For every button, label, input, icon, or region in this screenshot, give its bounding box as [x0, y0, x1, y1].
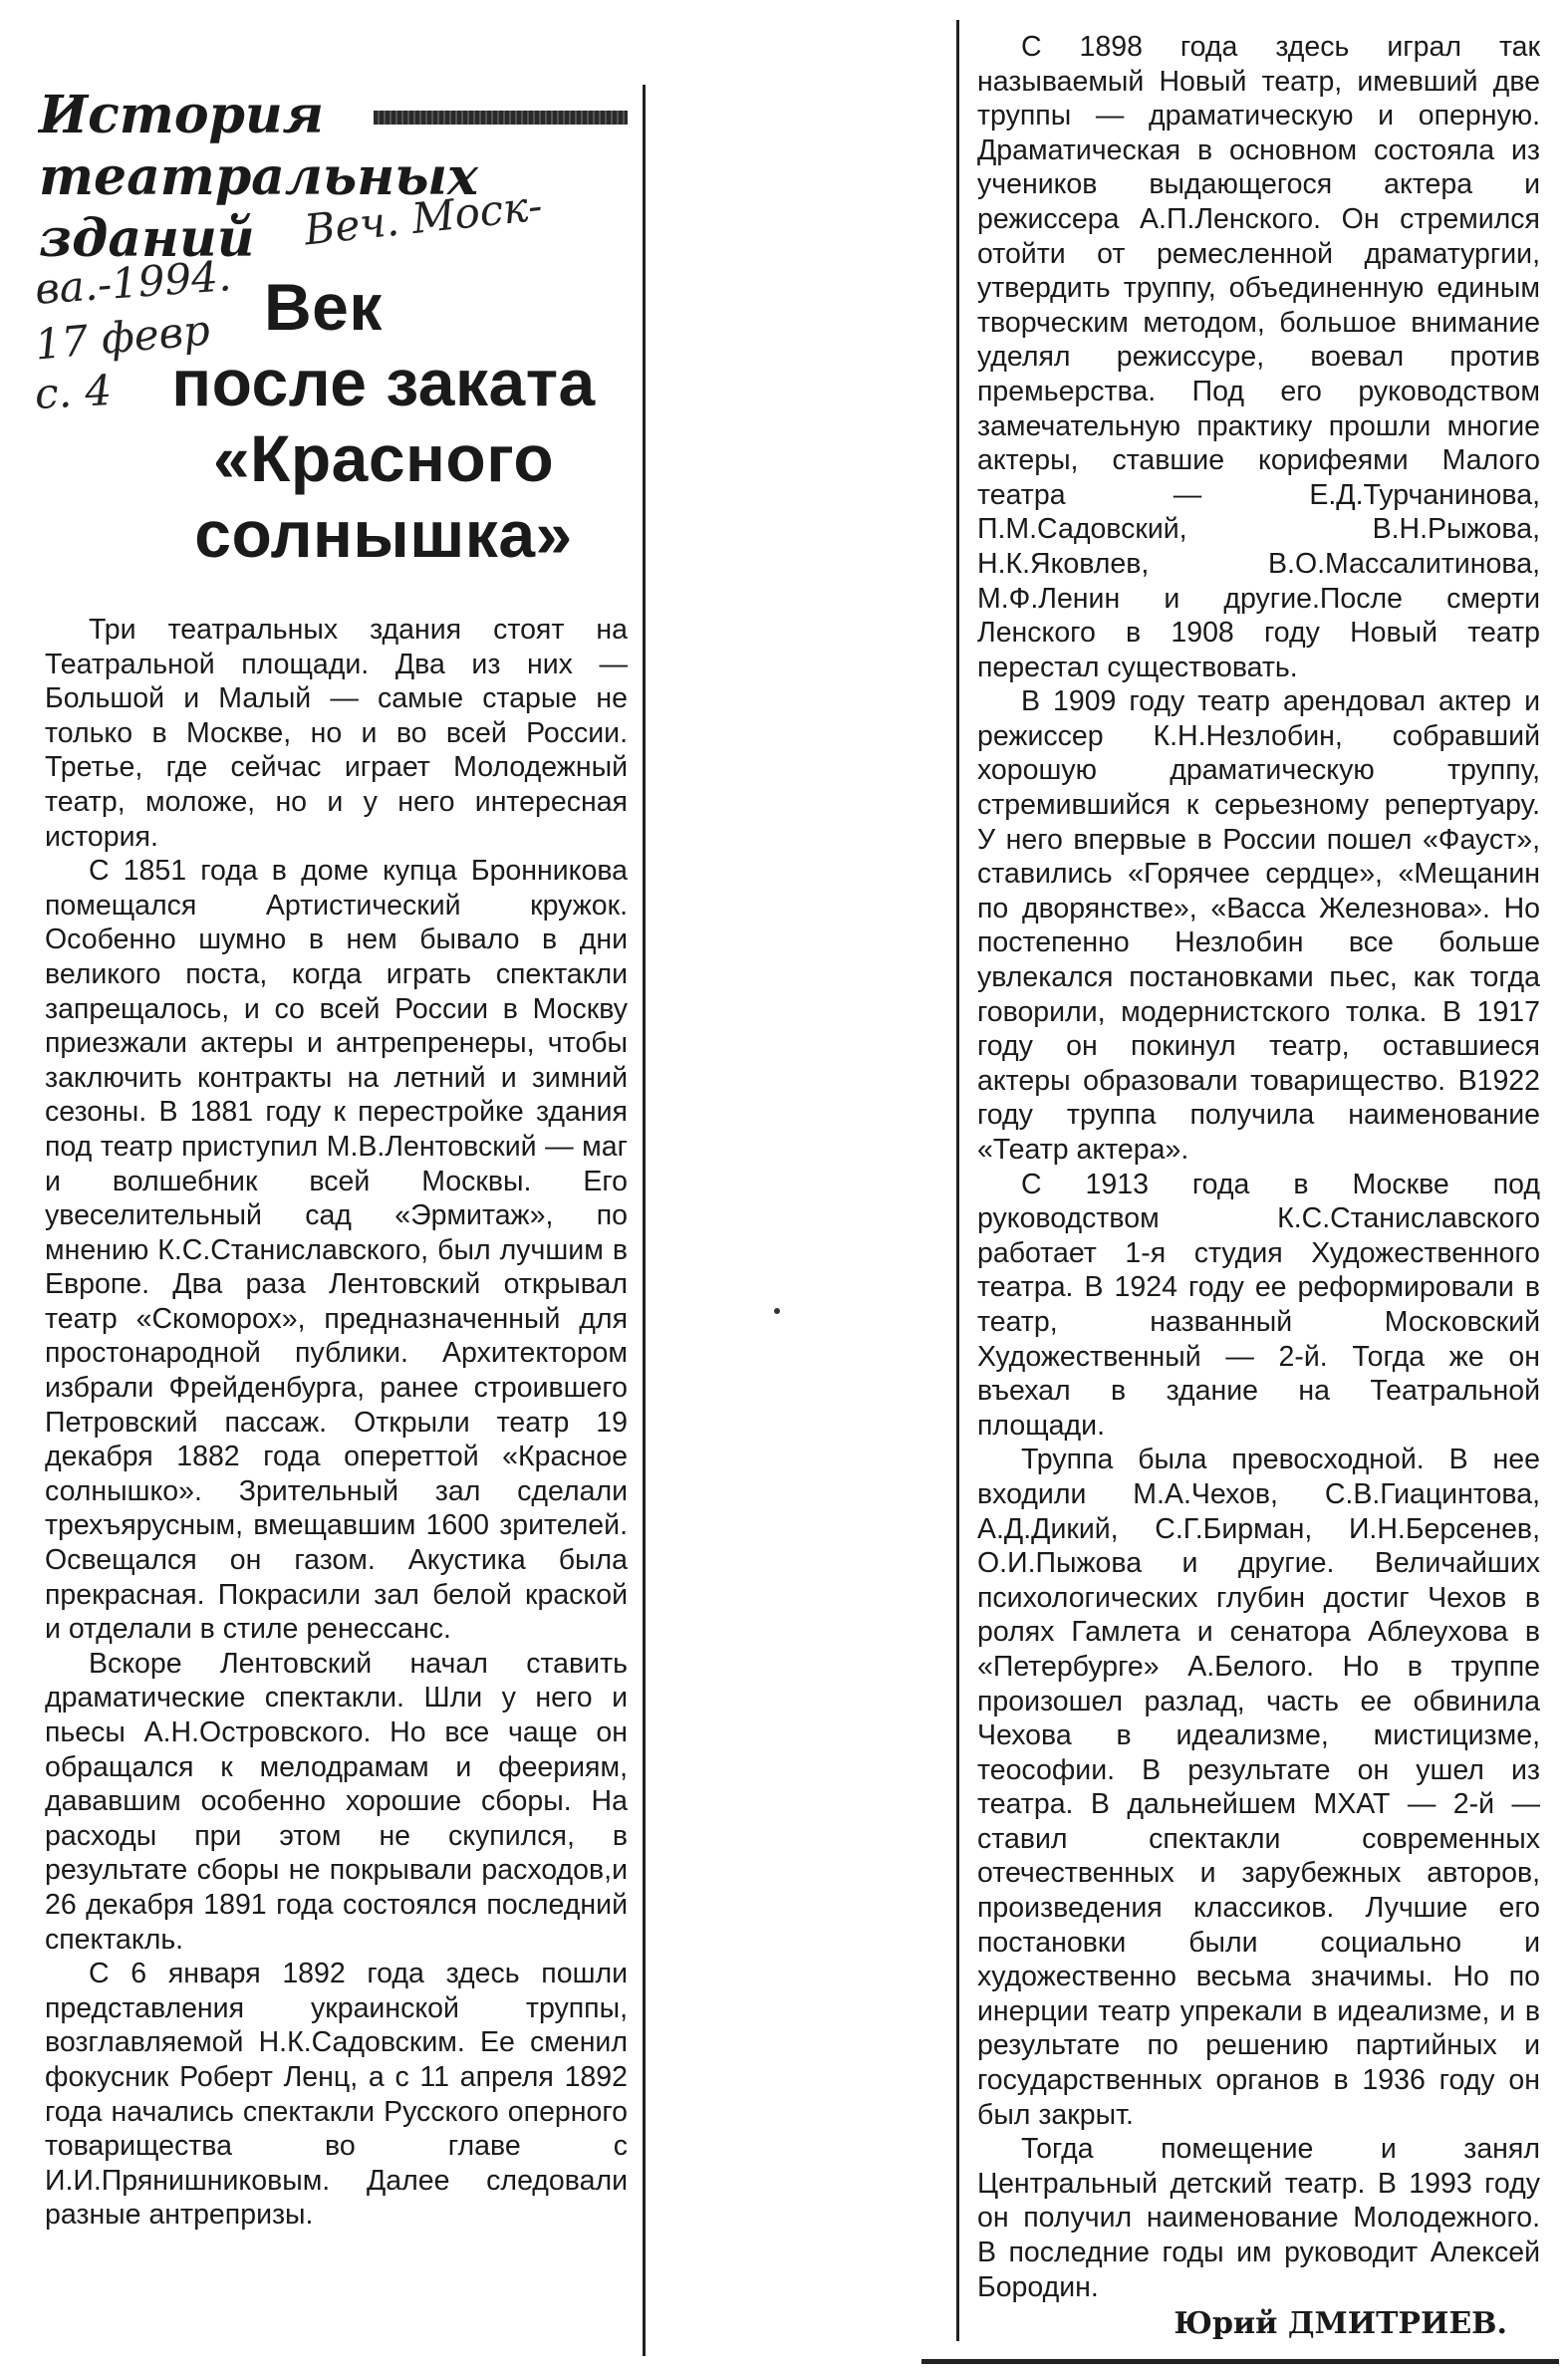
handwritten-note-line-2: ва.-1994.	[33, 251, 233, 314]
handwritten-note-line-4: с. 4	[33, 366, 114, 418]
paragraph: Три театральных здания стоят на Театральной площади. Два из них — Большой и Малый — самые старые не только в Москве, но и во всей России. Третье, где сейчас играет Молодежный театр, моложе, но и у него интересная история.	[45, 614, 628, 853]
author-signature: Юрий ДМИТРИЕВ.	[1174, 2306, 1507, 2341]
headline-line-2: после заката «Красного солнышка»	[171, 346, 596, 571]
paragraph: В 1909 году театр арендовал актер и режиссер К.Н.Незлобин, собравший хорошую драматическую труппу, стремившийся к серьезному репертуару. У него впервые в России пошел «Фауст», ставились «Горячее сердце», «Мещанин по дворянстве», «Васса Железнова». Но постепенно Незлобин все больше увлекался постановками пьес, как тогда говорили, модернистского толка. В 1917 году он покинул театр, оставшиеся актеры образовали товарищество. В1922 году труппа получила наименование «Театр актера».	[977, 685, 1540, 1166]
paragraph: С 1913 года в Москве под руководством К.С.Станиславского работает 1-я студия Художественного театра. В 1924 году ее реформировали в театр, названный Московский Художественный — 2-й. Тогда же он въехал в здание на Театральной площади.	[977, 1168, 1540, 1442]
rubric-rule	[374, 111, 628, 125]
right-column	[956, 20, 1547, 2341]
paragraph: Вскоре Лентовский начал ставить драматические спектакли. Шли у него и пьесы А.Н.Островского. Но все чаще он обращался к мелодрамам и феериям, дававшим особенно хорошие сборы. На расходы при этом не скупился, в результате сборы не покрывали расходов,и 26 декабря 1891 года состоялся последний спектакль.	[45, 1647, 628, 1956]
headline	[105, 269, 662, 572]
headline-line-1: Век	[264, 270, 383, 344]
paragraph: С 1851 года в доме купца Бронникова помещался Артистический кружок. Особенно шумно в нем бывало в дни великого поста, когда играть спектакли запрещалось, и со всей России в Москву приезжали актеры и антрепренеры, чтобы заключить контракты на летний и зимний сезоны. В 1881 году к перестройке здания под театр приступил М.В.Лентовский — маг и волшебник всей Москвы. Его увеселительный сад «Эрмитаж», по мнению К.С.Станиславского, был лучшим в Европе. Два раза Лентовский открывал театр «Скоморох», предназначенный для простонародной публики. Архитектором избрали Фрейденбурга, ранее строившего Петровский пассаж. Открыли театр 19 декабря 1882 года опереттой «Красное солнышко». Зрительный зал сделали трехъярусным, вмещавшим 1600 зрителей. Освещался он газом. Акустика была прекрасная. Покрасили зал белой краской и отделали в стиле ренессанс.	[45, 855, 628, 1646]
print-speck	[774, 1308, 780, 1314]
left-column	[35, 85, 646, 2356]
handwritten-note-line-3: 17 февр	[33, 305, 212, 370]
rubric-title: История театральных зданий	[39, 85, 479, 269]
right-column-body	[977, 30, 1540, 2304]
paragraph: Труппа была превосходной. В нее входили М.А.Чехов, С.В.Гиацинтова, А.Д.Дикий, С.Г.Бирман, И.Н.Берсенев, О.И.Пыжова и другие. Величайших психологических глубин достиг Чехов в ролях Гамлета и сенатора Аблеухова в «Петербурге» А.Белого. Но в труппе произошел разлад, часть ее обвинила Чехова в идеализме, мистицизме, теософии. В результате он ушел из театра. В дальнейшем МХАТ — 2-й — ставил спектакли современных отечественных и зарубежных авторов, произведения классиков. Лучшие его постановки были социально и художественно весьма значимы. Но по инерции театр упрекали в идеализме, и в результате по решению партийных и государственных органов в 1936 году он был закрыт.	[977, 1444, 1540, 2131]
left-column-body	[45, 613, 628, 2233]
paragraph: С 6 января 1892 года здесь пошли представления украинской труппы, возглавляемой Н.К.Садовским. Ее сменил фокусник Роберт Ленц, а с 11 апреля 1892 года начались спектакли Русского оперного товарищества во главе с И.И.Прянишниковым. Далее следовали разные антрепризы.	[45, 1958, 628, 2232]
paragraph: Тогда помещение и занял Центральный детский театр. В 1993 году он получил наименование Молодежного. В последние годы им руководит Алексей Бородин.	[977, 2133, 1540, 2303]
bottom-rule	[921, 2359, 1559, 2364]
handwritten-note-line-1: Веч. Моск-	[302, 180, 545, 255]
paragraph: С 1898 года здесь играл так называемый Новый театр, имевший две труппы — драматическую и оперную. Драматическая в основном состояла из учеников выдающегося актера и режиссера А.П.Ленского. Он стремился отойти от ремесленной драматургии, утвердить труппу, объединенную единым творческим методом, большое внимание уделял режиссуре, воевал против премьерства. Под его руководством замечательную практику прошли многие актеры, ставшие корифеями Малого театра — Е.Д.Турчанинова, П.М.Садовский, В.Н.Рыжова, Н.К.Яковлев, В.О.Массалитинова, М.Ф.Ленин и другие.После смерти Ленского в 1908 году Новый театр перестал существовать.	[977, 31, 1540, 683]
